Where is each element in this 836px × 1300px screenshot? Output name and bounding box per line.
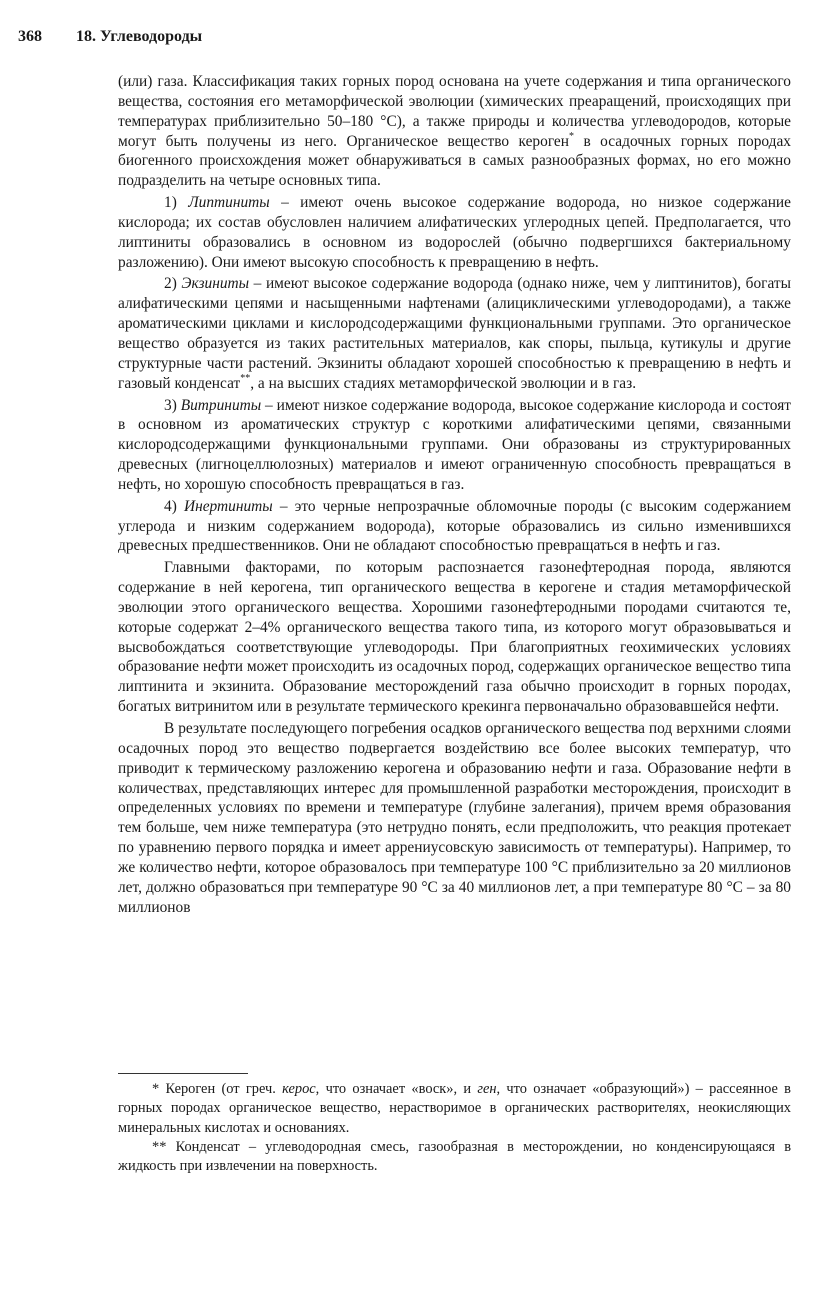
paragraph-burial: В результате последующего погребения осадков органического вещества под верхними слоями осадочных пород это вещество подвергается воздействию все более высоких температур, что приводит к термическому разложению керогена и образованию нефти и газа. Образование нефти в количествах, представляющих интерес для промышленной разработки месторождения, происходит в определенных условиях по времени и температуре (глубине залегания), причем время образования тем больше, чем ниже температура (это нетрудно понять, если предположить, что реакция протекает по уравнению первого порядка и имеет аррениусовскую зависимость от температуры). Например, то же количество нефти, которое образовалось при температуре 100 °C приблизительно за 20 миллионов лет, должно образоваться при температуре 90 °C за 40 миллионов лет, а при температуре 80 °C – за 80 миллионов (118, 720, 791, 916)
footnote-ref-2: ** (240, 372, 251, 384)
paragraph-vitrinites: 3) Витриниты – имеют низкое содержание водорода, высокое содержание кислорода и состоят в основном из ароматических структур с короткими алифатическими цепями, связанными кислородсодержащими функциональными группами. Они образованы из структурированных древесных (лигноцеллюлозных) материалов и имеют ограниченную способность превращаться в нефть, но хорошую способность превращаться в газ. (118, 396, 791, 493)
paragraph-liptinites: 1) Липтиниты – имеют очень высокое содержание водорода, но низкое содержание кислорода; их состав обусловлен наличием алифатических углеродных цепей. Предполагается, что липтиниты образовались в основном из водорослей (обычно подвергшихся бактериальному разложению). Они имеют высокую способность к превращению в нефть. (118, 194, 791, 271)
paragraph-inertinites: 4) Инертиниты – это черные непрозрачные обломочные породы (с высоким содержанием углерода и низким содержанием водорода), которые образовались из сильно изменившихся древесных предшественников. Они не обладают способностью превращаться в нефть и газ. (118, 497, 791, 555)
footnote-condensate: ** Конденсат – углеводородная смесь, газообразная в месторождении, но конденсирующаяся в жидкость при извлечении на поверхность. (118, 1138, 791, 1175)
term-inertinites: Инертиниты (183, 497, 273, 515)
footnotes (118, 1080, 791, 1176)
footnote-separator (118, 1073, 248, 1074)
paragraph-intro: (или) газа. Классификация таких горных пород основана на учете содержания и типа органического вещества, состояния его метаморфической эволюции (химических преаращений, происходящих при температурах приблизительно 50–180 °C), а также природы и количества углеводородов, которые могут быть получены из него. Органическое вещество кероген* в осадочных горных породах биогенного происхождения может обнаруживаться в самых разнообразных формах, но его можно подразделить на четыре основных типа. (118, 73, 791, 190)
term-vitrinites: Витриниты (180, 396, 262, 414)
footnote-kerogen: * Кероген (от греч. керос, что означает «воск», и ген, что означает «образующий») – рассеянное в горных породах органическое вещество, нерастворимое в органических растворителях, неокисляющих минеральных кислотах и основаниях. (118, 1081, 791, 1136)
footnote-ref-1: * (569, 130, 574, 142)
term-liptinites: Липтиниты (188, 194, 270, 212)
paragraph-exinites: 2) Экзиниты – имеют высокое содержание водорода (однако ниже, чем у липтинитов), богаты алифатическими цепями и насыщенными нафтенами (алициклическими углеводородами), а также ароматическими циклами и кислородсодержащими функциональными группами. Это органическое вещество образуется из таких растительных материалов, как споры, пыльца, кутикулы и другие структурные части растений. Экзиниты обладают хорошей способностью к превращению в нефть и газовый конденсат**, а на высших стадиях метаморфической эволюции и в газ. (118, 275, 791, 392)
page-number: 368 (18, 28, 42, 45)
paragraph-main-factors: Главными факторами, по которым распознается газонефтеродная порода, являются содержание в ней керогена, тип органического вещества в керогене и стадия метаморфической эволюции этого органического вещества. Хорошими газонефтеродными породами считаются те, которые содержат 2–4% органического вещества такого типа, из которого могут образовываться и высвобождаться соответствующие углеводороды. При благоприятных геохимических условиях образование нефти может происходить из осадочных пород, содержащих органическое вещество типа липтинита и экзинита. Образование месторождений газа обычно происходит в горных породах, богатых витринитом или в результате термического крекинга первоначально образовавшейся нефти. (118, 559, 791, 716)
body-text (118, 72, 791, 917)
running-header (18, 28, 796, 46)
chapter-title: 18. Углеводороды (76, 28, 203, 45)
term-exinites: Экзиниты (181, 275, 250, 293)
